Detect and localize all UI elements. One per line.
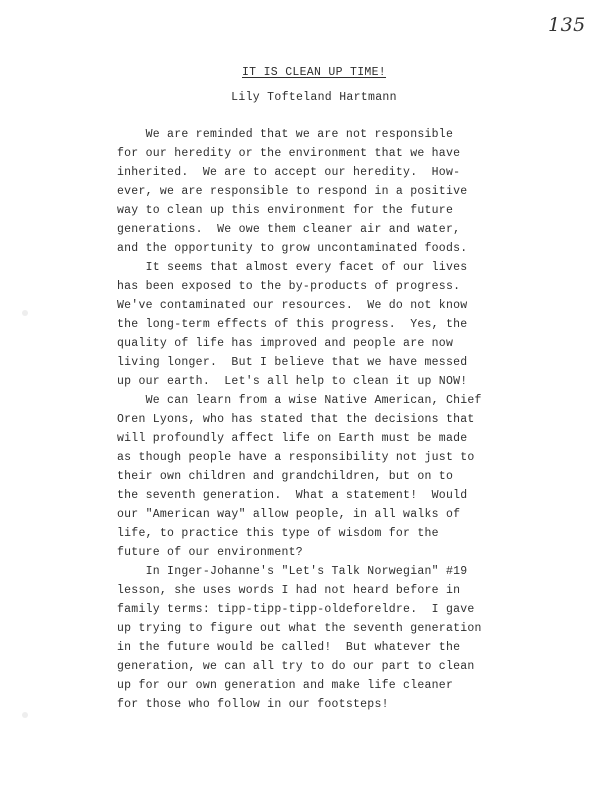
body-line: the long-term effects of this progress. Yes, the <box>117 318 468 332</box>
body-line: generation, we can all try to do our part to clean <box>117 660 475 674</box>
body-line: and the opportunity to grow uncontaminated foods. <box>117 242 468 256</box>
body-line: their own children and grandchildren, but on to <box>117 470 454 484</box>
author-byline: Lily Tofteland Hartmann <box>231 91 397 104</box>
body-line: inherited. We are to accept our heredity. How- <box>117 166 461 180</box>
body-line: family terms: tipp-tipp-tipp-oldeforeldre. I gave <box>117 603 475 617</box>
body-line: will profoundly affect life on Earth must be made <box>117 432 468 446</box>
body-line: the seventh generation. What a statement! Would <box>117 489 468 503</box>
scan-speck <box>22 310 28 316</box>
body-line: ever, we are responsible to respond in a positive <box>117 185 468 199</box>
body-line: living longer. But I believe that we have messed <box>117 356 468 370</box>
body-line: life, to practice this type of wisdom for the <box>117 527 439 541</box>
body-line: Oren Lyons, who has stated that the decisions that <box>117 413 475 427</box>
page-number: 135 <box>548 14 586 36</box>
body-line: for our heredity or the environment that we have <box>117 147 461 161</box>
body-line: generations. We owe them cleaner air and water, <box>117 223 461 237</box>
body-line: We can learn from a wise Native American, Chief <box>117 394 482 408</box>
body-line: up for our own generation and make life cleaner <box>117 679 454 693</box>
body-line: It seems that almost every facet of our lives <box>117 261 468 275</box>
body-line: future of our environment? <box>117 546 303 560</box>
body-line: In Inger-Johanne's "Let's Talk Norwegian" #19 <box>117 565 468 579</box>
essay-body <box>117 125 597 714</box>
body-line: up trying to figure out what the seventh generation <box>117 622 482 636</box>
body-line: up our earth. Let's all help to clean it up NOW! <box>117 375 468 389</box>
body-line: our "American way" allow people, in all walks of <box>117 508 461 522</box>
body-line: way to clean up this environment for the future <box>117 204 454 218</box>
body-line: in the future would be called! But whatever the <box>117 641 461 655</box>
body-line: for those who follow in our footsteps! <box>117 698 389 712</box>
scan-speck <box>22 712 28 718</box>
body-line: lesson, she uses words I had not heard before in <box>117 584 461 598</box>
body-line: quality of life has improved and people are now <box>117 337 454 351</box>
page-title: IT IS CLEAN UP TIME! <box>241 66 387 79</box>
body-line: has been exposed to the by-products of progress. <box>117 280 461 294</box>
body-line: We've contaminated our resources. We do not know <box>117 299 468 313</box>
body-line: We are reminded that we are not responsible <box>117 128 454 141</box>
body-line: as though people have a responsibility not just to <box>117 451 475 465</box>
